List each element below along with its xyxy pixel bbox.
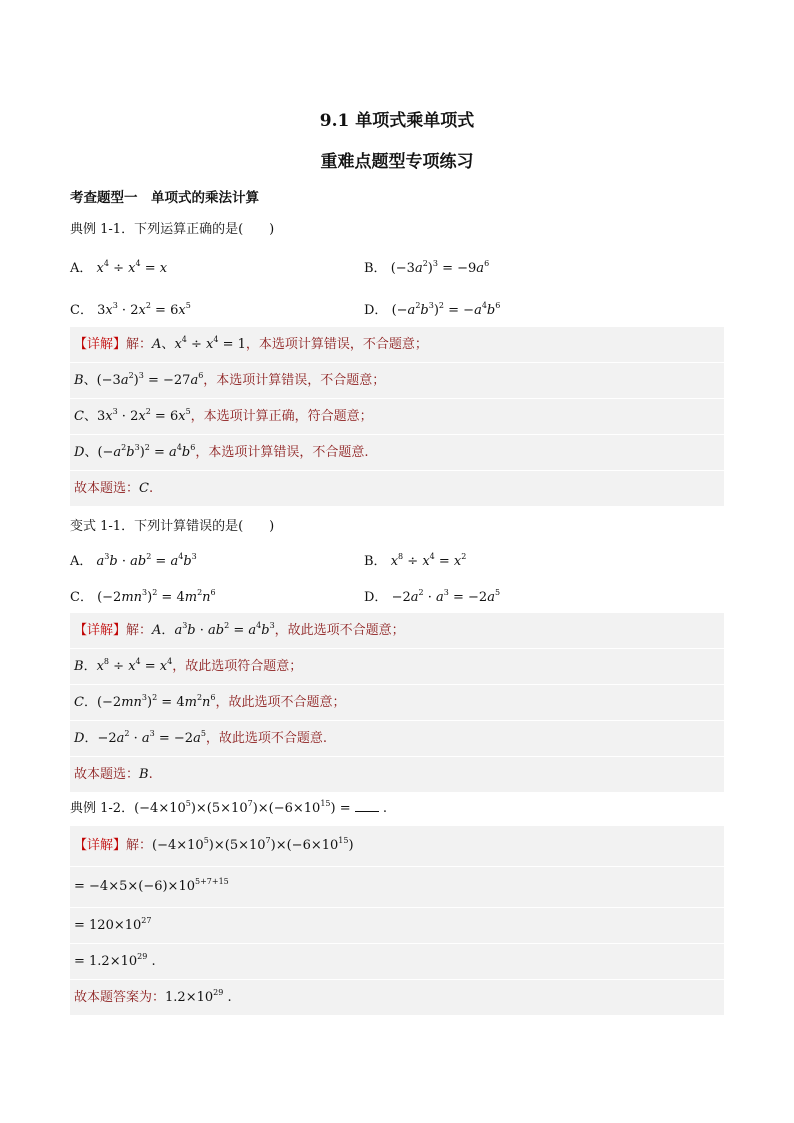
solution-1-box bbox=[70, 327, 724, 507]
page-title: 9.1 单项式乘单项式 bbox=[319, 111, 475, 131]
solution-1-line-2: B、$(-3a^2)^3 = -27a^6$，本选项计算错误，不合题意； bbox=[70, 363, 724, 399]
solution-1-line-4: D、$(-a^2b^3)^2 = a^4b^6$，本选项计算错误，不合题意. bbox=[70, 435, 724, 471]
solution-3-line-2: = $-4\times 5\times(-6)\times 10^{5+7+15}$ bbox=[70, 867, 724, 908]
solution-1-line-1: 【详解】解：A、$x^4 \div x^4 = 1$，本选项计算错误，不合题意； bbox=[70, 327, 724, 363]
solution-2-line-4: D．$-2a^2 \cdot a^3 = -2a^5$，故此选项不合题意. bbox=[70, 721, 724, 757]
question-1-stem: 典例 1-1．下列运算正确的是( ) bbox=[70, 222, 275, 237]
solution-3-line-3: = $120\times 10^{27}$ bbox=[70, 908, 724, 944]
solution-3-box bbox=[70, 826, 724, 1016]
solution-3-line-4: = $1.2\times 10^{29}$ . bbox=[70, 944, 724, 980]
q2-option-d: D． $-2a^2 \cdot a^3 = -2a^5$ bbox=[364, 588, 501, 605]
solution-2-answer: 故本题选：B. bbox=[70, 757, 724, 793]
answer-blank bbox=[355, 801, 379, 812]
solution-1-answer: 故本题选：C. bbox=[70, 471, 724, 507]
q2-option-b: B． $x^8 \div x^4 = x^2$ bbox=[364, 552, 467, 569]
q2-option-a: A． $a^3b \cdot ab^2 = a^4b^3$ bbox=[70, 552, 197, 569]
q1-option-b: B． $(-3a^2)^3 = -9a^6$ bbox=[364, 259, 490, 276]
solution-1-line-3: C、$3x^3 \cdot 2x^2 = 6x^5$，本选项计算正确，符合题意； bbox=[70, 399, 724, 435]
solution-2-box bbox=[70, 613, 724, 793]
solution-3-line-1: 【详解】解：$(-4\times 10^5)\times(5\times 10^7)\times(-6\times 10^{15})$ bbox=[70, 826, 724, 867]
question-2-stem: 变式 1-1．下列计算错误的是( ) bbox=[70, 519, 275, 534]
solution-3-answer: 故本题答案为：$1.2\times 10^{29}$ . bbox=[70, 980, 724, 1016]
solution-2-line-2: B．$x^8 \div x^4 = x^4$，故此选项符合题意； bbox=[70, 649, 724, 685]
section-heading: 考查题型一 单项式的乘法计算 bbox=[70, 190, 259, 206]
q2-option-c: C． $(-2mn^3)^2 = 4m^2n^6$ bbox=[70, 588, 216, 605]
page-subtitle: 重难点题型专项练习 bbox=[320, 152, 474, 172]
question-3-stem: 典例 1-2．$(-4\times 10^5)\times(5\times 10^7)\times(-6\times 10^{15})$ = . bbox=[70, 799, 388, 816]
solution-2-line-1: 【详解】解：A．$a^3b \cdot ab^2 = a^4b^3$，故此选项不合题意； bbox=[70, 613, 724, 649]
solution-2-line-3: C．$(-2mn^3)^2 = 4m^2n^6$，故此选项不合题意； bbox=[70, 685, 724, 721]
q1-option-c: C． $3x^3 \cdot 2x^2 = 6x^5$ bbox=[70, 301, 191, 318]
q1-option-d: D． $(-a^2b^3)^2 = -a^4b^6$ bbox=[364, 301, 501, 318]
q1-option-a: A． $x^4 \div x^4 = x$ bbox=[70, 259, 168, 276]
